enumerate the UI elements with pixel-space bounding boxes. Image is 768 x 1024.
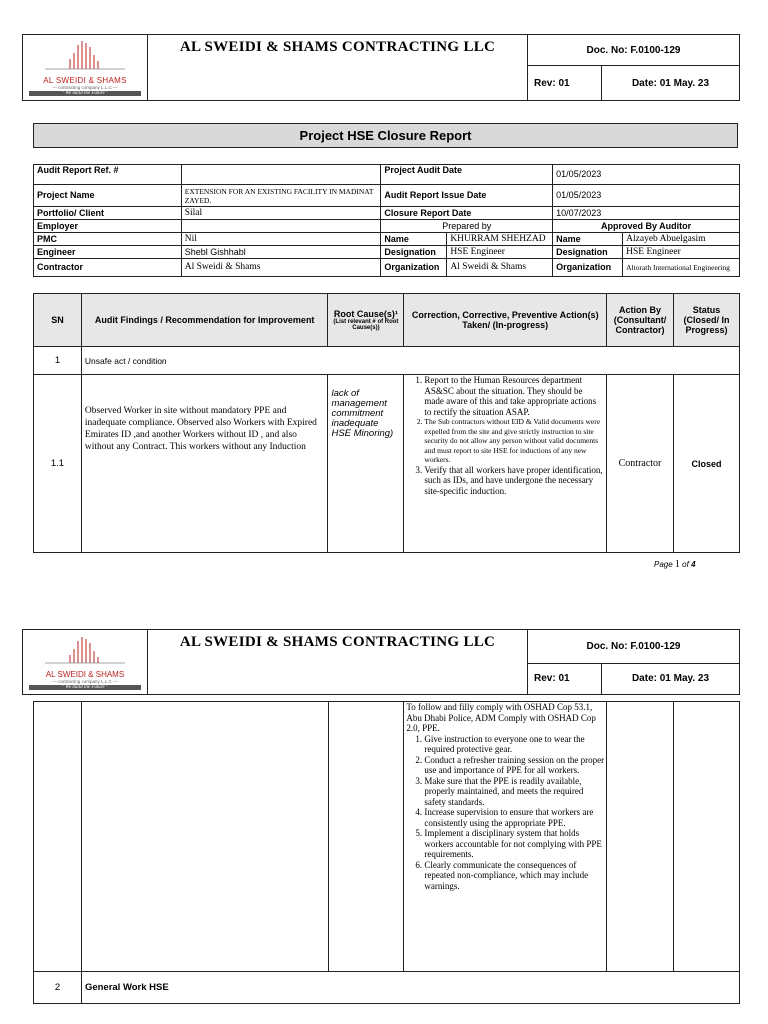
prepared-name-label: Name — [381, 233, 447, 246]
section-row — [34, 972, 740, 1004]
header-root-cause-title: Root Cause(s)¹ — [333, 309, 398, 319]
list-item: 3. Verify that all workers have proper identification, such as IDs, and have undergone the necessary site-specific induction. — [424, 465, 604, 497]
logo-tagline: " We build the Future " — [29, 685, 141, 690]
prepared-org: Al Sweidi & Shams — [447, 259, 553, 277]
prepared-name: KHURRAM SHEHZAD — [447, 233, 553, 246]
revision: Rev: 01 — [528, 663, 602, 694]
report-title: Project HSE Closure Report — [33, 123, 738, 148]
header-root-cause-sub: (List relevant # of Root Cause(s)) — [333, 319, 399, 331]
section-row — [34, 347, 740, 375]
page-label: Page — [654, 560, 673, 569]
prepared-org-label: Organization — [381, 259, 447, 277]
section2-title: General Work HSE — [81, 972, 739, 1004]
section2-sn: 2 — [34, 972, 82, 1004]
section1-title: Unsafe act / condition — [81, 347, 739, 375]
portfolio-label: Portfolio/ Client — [34, 207, 182, 220]
approved-name: Alzayeb Abuelgasim — [623, 233, 740, 246]
table-row — [34, 375, 740, 553]
findings-table-continued — [33, 701, 740, 1004]
project-name-label: Project Name — [34, 185, 182, 207]
project-audit-date-label: Project Audit Date — [381, 165, 553, 185]
logo-name: AL SWEIDI & SHAMS — [45, 669, 125, 679]
issue-date-label: Audit Report Issue Date — [381, 185, 553, 207]
logo-name: AL SWEIDI & SHAMS — [43, 76, 127, 85]
cont-actions — [404, 702, 607, 972]
prepared-by-label: Prepared by — [381, 220, 553, 233]
cont-intro: To follow and filly comply with OSHAD Cop 53.1, Abu Dhabi Police, ADM Comply with OSHAD Cop 2.0, PPE. — [406, 702, 596, 733]
section1-sn: 1 — [34, 347, 82, 375]
logo-buildings-icon — [30, 635, 140, 665]
doc-date: Date: 01 May. 23 — [602, 66, 740, 101]
approved-by-label: Approved By Auditor — [553, 220, 740, 233]
row-finding: Observed Worker in site without mandatory PPE and inadequate compliance. Observed also Workers with Expired Emirates ID ,and another Workers without ID , and also without any Contract. This workers without any Induction — [81, 375, 328, 553]
doc-date: Date: 01 May. 23 — [602, 663, 740, 694]
prepared-designation-label: Designation — [381, 246, 447, 259]
cont-finding — [81, 702, 328, 972]
audit-info-table — [33, 164, 740, 277]
doc-number: Doc. No: F.0100-129 — [528, 630, 740, 664]
company-logo — [23, 35, 148, 101]
cont-sn — [34, 702, 82, 972]
table-row — [34, 702, 740, 972]
list-item: 4. Increase supervision to ensure that workers are consistently using the appropriate PPE. — [424, 807, 604, 828]
logo-sub: — contracting company L.L.C — — [52, 678, 118, 684]
project-audit-date: 01/05/2023 — [553, 165, 740, 185]
employer-value — [181, 220, 381, 233]
row-action-list — [406, 375, 604, 496]
pmc-label: PMC — [34, 233, 182, 246]
cont-root-cause — [328, 702, 404, 972]
doc-number: Doc. No: F.0100-129 — [528, 35, 740, 66]
row-actions — [404, 375, 607, 553]
list-item: 1. Give instruction to everyone one to wear the required protective gear. — [424, 734, 604, 755]
approved-org-label: Organization — [553, 259, 623, 277]
company-name: AL SWEIDI & SHAMS CONTRACTING LLC — [148, 630, 528, 695]
employer-label: Employer — [34, 220, 182, 233]
header-action-by: Action By (Consultant/ Contractor) — [607, 294, 674, 347]
approved-name-label: Name — [553, 233, 623, 246]
portfolio-value: Silal — [181, 207, 381, 220]
logo-tagline: " We build the Future " — [29, 91, 141, 96]
page2-header — [22, 629, 740, 695]
list-item: 1. Report to the Human Resources department AS&SC about the situation. They should be made aware of this and take appropriate actions to rectify the situation ASAP. — [424, 375, 604, 417]
row-root-cause: lack of management commitment inadequate HSE Minoring) — [328, 375, 404, 553]
approved-org: Altorath International Engineering — [623, 259, 740, 277]
engineer-label: Engineer — [34, 246, 182, 259]
row-action-by: Contractor — [607, 375, 674, 553]
approved-designation-label: Designation — [553, 246, 623, 259]
approved-designation: HSE Engineer — [623, 246, 740, 259]
header-root-cause — [328, 294, 404, 347]
list-item: 5. Implement a disciplinary system that holds workers accountable for not complying with PPE requirements. — [424, 828, 604, 860]
company-name: AL SWEIDI & SHAMS CONTRACTING LLC — [148, 35, 528, 101]
contractor-label: Contractor — [34, 259, 182, 277]
logo-sub: — contracting company L.L.C — — [52, 85, 118, 90]
page-total: 4 — [691, 560, 696, 569]
audit-ref-label: Audit Report Ref. # — [34, 165, 182, 185]
cont-action-by — [607, 702, 674, 972]
page1-header — [22, 34, 740, 101]
header-status: Status (Closed/ In Progress) — [674, 294, 740, 347]
pmc-value: Nil — [181, 233, 381, 246]
list-item: 2. Conduct a refresher training session on the proper use and importance of PPE for all workers. — [424, 755, 604, 776]
list-item: 3. Make sure that the PPE is readily available, properly maintained, and meets the required safety standards. — [424, 776, 604, 808]
cont-action-list — [406, 734, 604, 892]
contractor-value: Al Sweidi & Shams — [181, 259, 381, 277]
findings-table — [33, 293, 740, 553]
page-current: 1 — [674, 559, 680, 570]
revision: Rev: 01 — [528, 66, 602, 101]
issue-date: 01/05/2023 — [553, 185, 740, 207]
page-number — [654, 559, 696, 570]
closure-date-label: Closure Report Date — [381, 207, 553, 220]
page-of: of — [682, 560, 689, 569]
header-sn: SN — [34, 294, 82, 347]
header-findings: Audit Findings / Recommendation for Improvement — [81, 294, 328, 347]
audit-ref-value — [181, 165, 381, 185]
project-name: EXTENSION FOR AN EXISTING FACILITY IN MADINAT ZAYED. — [181, 185, 381, 207]
cont-status — [674, 702, 740, 972]
row-status: Closed — [674, 375, 740, 553]
company-logo — [23, 630, 148, 695]
list-item: 2. The Sub contractors without EID & Valid documents were expelled from the site and give strictly instruction to site security do not allow any person without valid documents and must report to site HSE for inductions of any new workers. — [424, 417, 604, 465]
row-sn: 1.1 — [34, 375, 82, 553]
list-item: 6. Clearly communicate the consequences of repeated non-compliance, which may include warnings. — [424, 860, 604, 892]
prepared-designation: HSE Engineer — [447, 246, 553, 259]
header-correction: Correction, Corrective, Preventive Action(s) Taken/ (In-progress) — [404, 294, 607, 347]
engineer-value: Shebl Gishhabl — [181, 246, 381, 259]
closure-date: 10/07/2023 — [553, 207, 740, 220]
